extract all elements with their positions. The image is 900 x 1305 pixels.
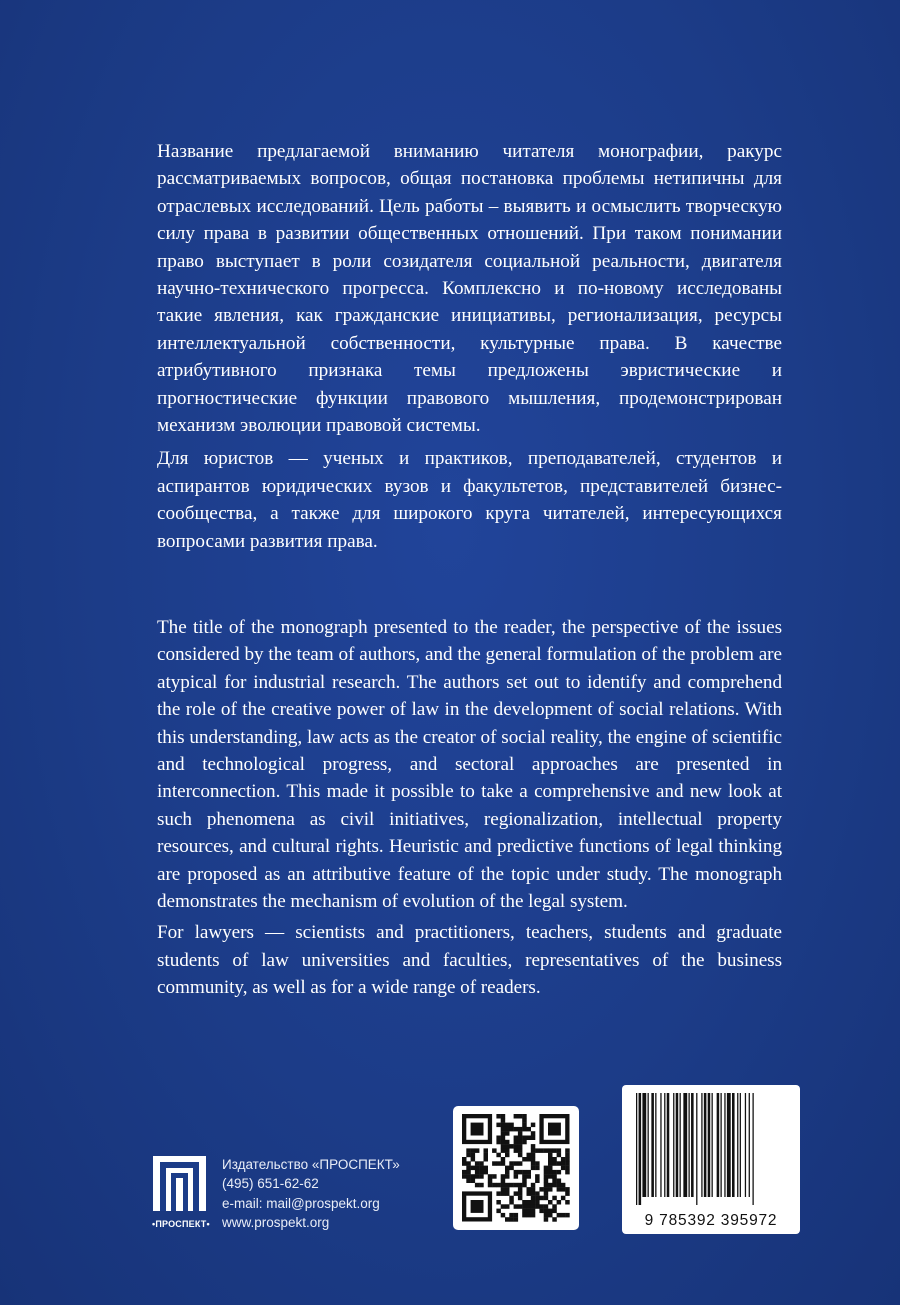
publisher-name: Издательство «ПРОСПЕКТ» [222, 1157, 400, 1172]
barcode-icon [634, 1093, 788, 1205]
publisher-logo-name: •ПРОСПЕКТ• [152, 1219, 210, 1229]
publisher-website: www.prospekt.org [222, 1214, 330, 1230]
annotation-en-paragraph-1: The title of the monograph presented to the reader, the perspective of the issues considered by the team of authors, and the general formulation of the problem are atypical for industrial research. The authors set out to identify and comprehend the role of the creative power of law in the development of social relations. With this understanding, law acts as the creator of social reality, the engine of scientific and technological progress, and sectoral approaches are presented in interconnection. This made it possible to take a comprehensive and new look at such phenomena as civil initiatives, regionalization, intellectual property resources, and cultural rights. Heuristic and predictive functions of legal thinking are proposed as an attributive feature of the topic under study. The monograph demonstrates the mechanism of evolution of the legal system. [157, 617, 782, 913]
publisher-email: e-mail: mail@prospekt.org [222, 1195, 380, 1211]
qr-code-icon [453, 1106, 579, 1230]
annotation-en-paragraph-2: For lawyers — scientists and practitioners, teachers, students and graduate students of law universities and faculties, representatives of the business community, as well as for a wide range of readers. [157, 922, 782, 999]
publisher-phone: (495) 651-62-62 [222, 1176, 319, 1192]
annotation-russian [157, 138, 782, 555]
prospekt-logo-icon [152, 1155, 207, 1212]
publisher-logo [152, 1155, 212, 1229]
isbn-barcode [622, 1085, 800, 1234]
annotation-ru-paragraph-2: Для юристов — ученых и практиков, преподавателей, студентов и аспирантов юридических вузов и факультетов, представителей бизнес-сообщества, а также для широкого круга читателей, интересующихся вопросами развития права. [157, 448, 782, 552]
annotation-english [157, 614, 782, 1002]
qr-code [453, 1106, 579, 1230]
annotation-ru-paragraph-1: Название предлагаемой вниманию читателя монографии, ракурс рассматриваемых вопросов, общая постановка проблемы нетипичны для отраслевых исследований. Цель работы – выявить и осмыслить творческую силу права в развитии общественных отношений. При таком понимании право выступает в роли созидателя социальной реальности, двигателя научно-технического прогресса. Комплексно и по-новому исследованы такие явления, как гражданские инициативы, регионализация, ресурсы интеллектуальной собственности, культурные права. В качестве атрибутивного признака темы предложены эвристические и прогностические функции правового мышления, продемонстрирован механизм эволюции правовой системы. [157, 141, 782, 437]
publisher-contacts [222, 1155, 400, 1232]
isbn-number: 9 785392 395972 [644, 1212, 778, 1229]
